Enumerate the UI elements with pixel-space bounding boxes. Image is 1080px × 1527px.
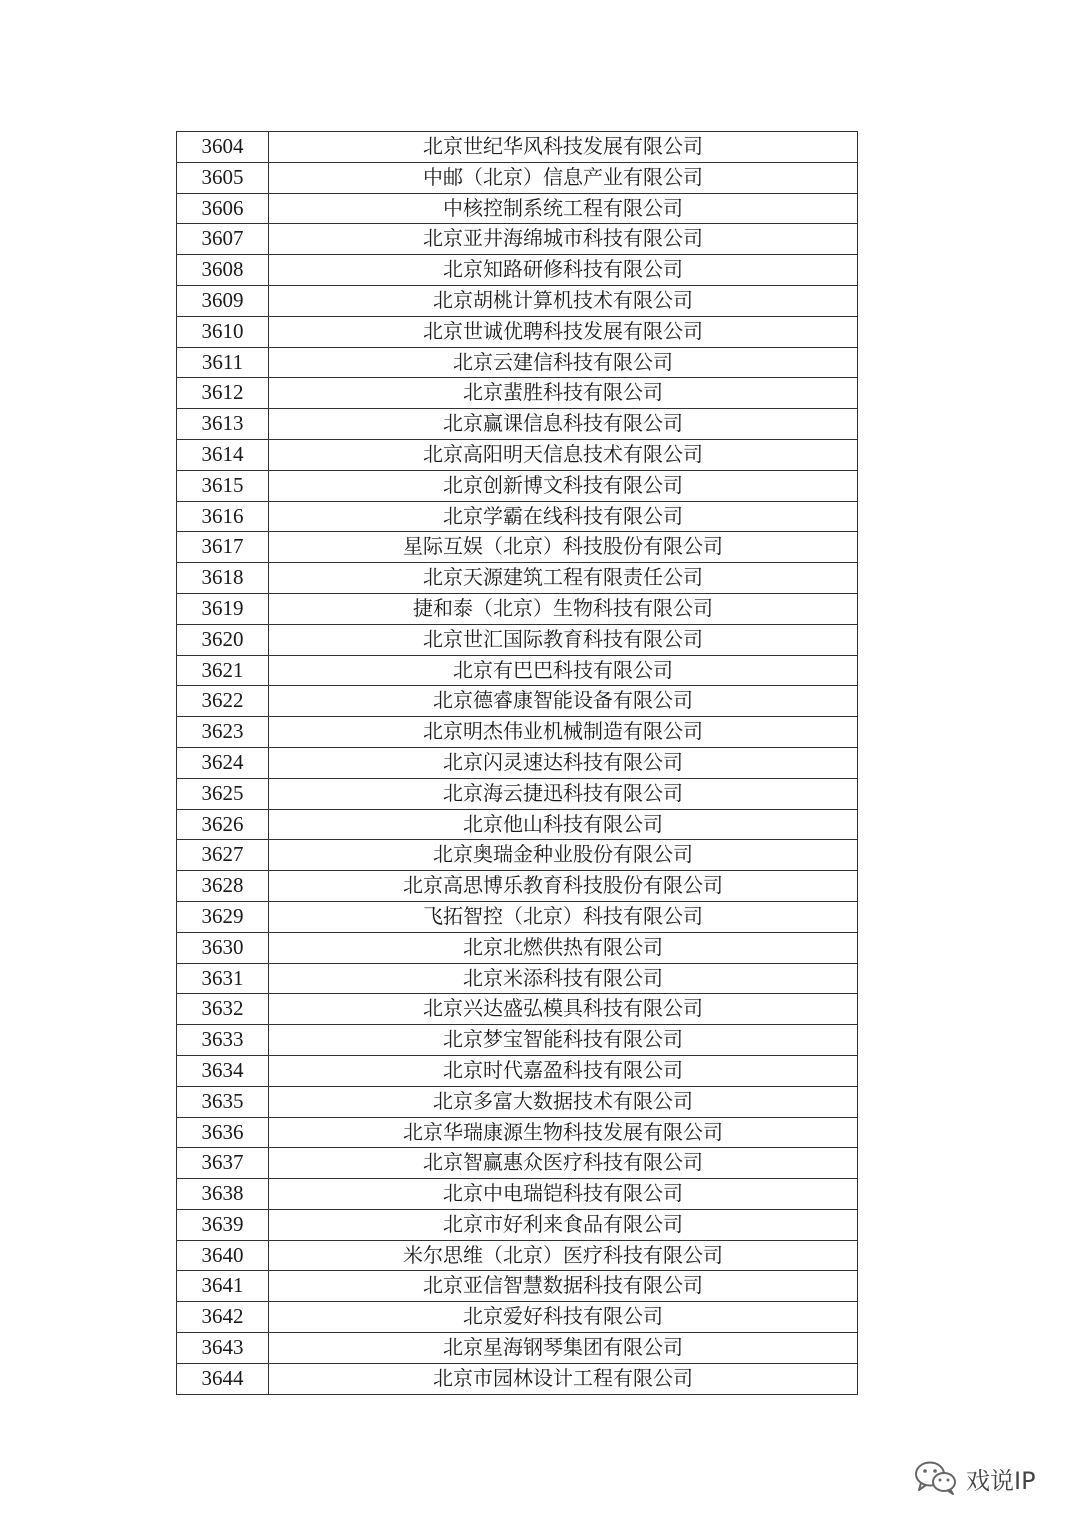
company-name: 中邮（北京）信息产业有限公司 xyxy=(269,162,858,193)
company-list-body xyxy=(177,132,858,1395)
table-row xyxy=(177,1240,858,1271)
company-name: 北京学霸在线科技有限公司 xyxy=(269,501,858,532)
company-name: 北京胡桃计算机技术有限公司 xyxy=(269,285,858,316)
company-name: 中核控制系统工程有限公司 xyxy=(269,193,858,224)
row-number: 3630 xyxy=(177,932,269,963)
table-row xyxy=(177,593,858,624)
table-row xyxy=(177,747,858,778)
company-name: 北京梦宝智能科技有限公司 xyxy=(269,1025,858,1056)
row-number: 3634 xyxy=(177,1055,269,1086)
row-number: 3615 xyxy=(177,470,269,501)
table-row xyxy=(177,624,858,655)
watermark xyxy=(914,1458,1036,1498)
company-name: 北京北燃供热有限公司 xyxy=(269,932,858,963)
company-name: 北京兴达盛弘模具科技有限公司 xyxy=(269,994,858,1025)
company-name: 北京世诚优聘科技发展有限公司 xyxy=(269,316,858,347)
company-name: 捷和泰（北京）生物科技有限公司 xyxy=(269,593,858,624)
row-number: 3638 xyxy=(177,1179,269,1210)
company-name: 北京市园林设计工程有限公司 xyxy=(269,1363,858,1394)
company-name: 北京华瑞康源生物科技发展有限公司 xyxy=(269,1117,858,1148)
company-list-table xyxy=(176,131,858,1395)
company-name: 北京高思博乐教育科技股份有限公司 xyxy=(269,871,858,902)
row-number: 3611 xyxy=(177,347,269,378)
table-row xyxy=(177,1271,858,1302)
row-number: 3610 xyxy=(177,316,269,347)
table-row xyxy=(177,963,858,994)
company-name: 飞拓智控（北京）科技有限公司 xyxy=(269,901,858,932)
company-name: 北京海云捷迅科技有限公司 xyxy=(269,778,858,809)
row-number: 3607 xyxy=(177,224,269,255)
table-row xyxy=(177,162,858,193)
table-row xyxy=(177,1025,858,1056)
table-row xyxy=(177,840,858,871)
row-number: 3623 xyxy=(177,717,269,748)
table-row xyxy=(177,686,858,717)
row-number: 3605 xyxy=(177,162,269,193)
row-number: 3626 xyxy=(177,809,269,840)
row-number: 3621 xyxy=(177,655,269,686)
row-number: 3641 xyxy=(177,1271,269,1302)
company-name: 北京天源建筑工程有限责任公司 xyxy=(269,563,858,594)
row-number: 3644 xyxy=(177,1363,269,1394)
table-row xyxy=(177,285,858,316)
table-row xyxy=(177,655,858,686)
row-number: 3619 xyxy=(177,593,269,624)
row-number: 3617 xyxy=(177,532,269,563)
table-row xyxy=(177,193,858,224)
row-number: 3629 xyxy=(177,901,269,932)
company-name: 北京世纪华风科技发展有限公司 xyxy=(269,132,858,163)
company-name: 北京知路研修科技有限公司 xyxy=(269,255,858,286)
table-row xyxy=(177,563,858,594)
table-row xyxy=(177,1086,858,1117)
row-number: 3627 xyxy=(177,840,269,871)
company-name: 北京市好利来食品有限公司 xyxy=(269,1209,858,1240)
table-row xyxy=(177,809,858,840)
company-name: 北京有巴巴科技有限公司 xyxy=(269,655,858,686)
company-name: 北京德睿康智能设备有限公司 xyxy=(269,686,858,717)
table-row xyxy=(177,994,858,1025)
company-name: 北京爱好科技有限公司 xyxy=(269,1302,858,1333)
table-row xyxy=(177,470,858,501)
company-name: 北京奥瑞金种业股份有限公司 xyxy=(269,840,858,871)
table-row xyxy=(177,316,858,347)
table-row xyxy=(177,1363,858,1394)
table-row xyxy=(177,439,858,470)
row-number: 3633 xyxy=(177,1025,269,1056)
company-name: 北京米添科技有限公司 xyxy=(269,963,858,994)
row-number: 3624 xyxy=(177,747,269,778)
row-number: 3642 xyxy=(177,1302,269,1333)
table-row xyxy=(177,347,858,378)
row-number: 3632 xyxy=(177,994,269,1025)
row-number: 3608 xyxy=(177,255,269,286)
row-number: 3622 xyxy=(177,686,269,717)
row-number: 3643 xyxy=(177,1333,269,1364)
row-number: 3618 xyxy=(177,563,269,594)
row-number: 3640 xyxy=(177,1240,269,1271)
row-number: 3635 xyxy=(177,1086,269,1117)
company-name: 北京时代嘉盈科技有限公司 xyxy=(269,1055,858,1086)
row-number: 3631 xyxy=(177,963,269,994)
company-name: 北京明杰伟业机械制造有限公司 xyxy=(269,717,858,748)
table-row xyxy=(177,1117,858,1148)
table-row xyxy=(177,1148,858,1179)
company-name: 北京中电瑞铠科技有限公司 xyxy=(269,1179,858,1210)
table-row xyxy=(177,532,858,563)
company-name: 北京亚信智慧数据科技有限公司 xyxy=(269,1271,858,1302)
company-name: 北京赢课信息科技有限公司 xyxy=(269,409,858,440)
wechat-icon xyxy=(914,1460,958,1496)
company-name: 北京亚井海绵城市科技有限公司 xyxy=(269,224,858,255)
company-name: 北京智赢惠众医疗科技有限公司 xyxy=(269,1148,858,1179)
table-row xyxy=(177,778,858,809)
table-row xyxy=(177,378,858,409)
row-number: 3613 xyxy=(177,409,269,440)
row-number: 3625 xyxy=(177,778,269,809)
table-row xyxy=(177,132,858,163)
company-name: 北京闪灵速达科技有限公司 xyxy=(269,747,858,778)
company-name: 北京星海钢琴集团有限公司 xyxy=(269,1333,858,1364)
company-name: 北京蜚胜科技有限公司 xyxy=(269,378,858,409)
company-name: 米尔思维（北京）医疗科技有限公司 xyxy=(269,1240,858,1271)
row-number: 3620 xyxy=(177,624,269,655)
row-number: 3609 xyxy=(177,285,269,316)
row-number: 3636 xyxy=(177,1117,269,1148)
company-name: 北京创新博文科技有限公司 xyxy=(269,470,858,501)
table-row xyxy=(177,1179,858,1210)
row-number: 3612 xyxy=(177,378,269,409)
table-row xyxy=(177,1333,858,1364)
company-name: 北京高阳明天信息技术有限公司 xyxy=(269,439,858,470)
table-row xyxy=(177,717,858,748)
table-row xyxy=(177,409,858,440)
company-name: 北京多富大数据技术有限公司 xyxy=(269,1086,858,1117)
table-row xyxy=(177,255,858,286)
table-row xyxy=(177,1209,858,1240)
table-row xyxy=(177,1302,858,1333)
row-number: 3606 xyxy=(177,193,269,224)
table-row xyxy=(177,1055,858,1086)
table-row xyxy=(177,932,858,963)
watermark-text: 戏说IP xyxy=(966,1466,1036,1495)
company-name: 北京云建信科技有限公司 xyxy=(269,347,858,378)
table-row xyxy=(177,501,858,532)
company-name: 星际互娱（北京）科技股份有限公司 xyxy=(269,532,858,563)
row-number: 3614 xyxy=(177,439,269,470)
row-number: 3604 xyxy=(177,132,269,163)
row-number: 3639 xyxy=(177,1209,269,1240)
table-row xyxy=(177,901,858,932)
company-name: 北京他山科技有限公司 xyxy=(269,809,858,840)
row-number: 3628 xyxy=(177,871,269,902)
table-row xyxy=(177,224,858,255)
table-row xyxy=(177,871,858,902)
company-name: 北京世汇国际教育科技有限公司 xyxy=(269,624,858,655)
row-number: 3637 xyxy=(177,1148,269,1179)
row-number: 3616 xyxy=(177,501,269,532)
